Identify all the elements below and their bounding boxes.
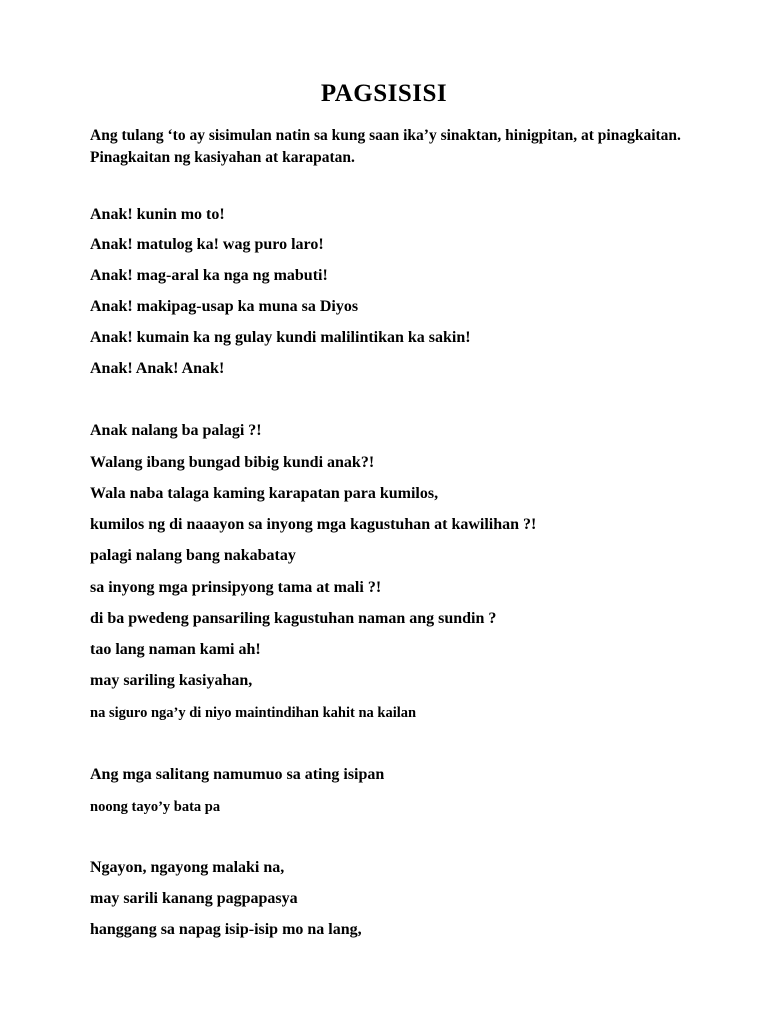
poem-line: Ang mga salitang namumuo sa ating isipan [90, 766, 385, 783]
poem-line: sa inyong mga prinsipyong tama at mali ?! [90, 579, 382, 596]
document-title: PAGSISISI [320, 80, 448, 107]
poem-line: tao lang naman kami ah! [90, 641, 261, 658]
poem-line: Anak! kunin mo to! [90, 206, 225, 223]
poem-line: Anak! makipag-usap ka muna sa Diyos [90, 298, 359, 315]
poem-line: na siguro nga’y di niyo maintindihan kahit na kailan [90, 705, 417, 721]
poem-line: noong tayo’y bata pa [90, 799, 221, 815]
intro-paragraph: Ang tulang ‘to ay sisimulan natin sa kung saan ika’y sinaktan, hinigpitan, at pinagkaitan. Pinagkaitan ng kasiyahan at karapatan. [90, 127, 681, 166]
poem-line: Anak! matulog ka! wag puro laro! [90, 236, 324, 253]
poem-line: hanggang sa napag isip-isip mo na lang, [90, 921, 362, 938]
poem-line: Anak! mag-aral ka nga ng mabuti! [90, 267, 328, 284]
poem-line: Walang ibang bungad bibig kundi anak?! [90, 454, 375, 471]
poem-line: may sariling kasiyahan, [90, 672, 253, 689]
poem-line: di ba pwedeng pansariling kagustuhan naman ang sundin ? [90, 610, 497, 627]
poem-line: Wala naba talaga kaming karapatan para kumilos, [90, 485, 439, 502]
poem-line: Anak nalang ba palagi ?! [90, 422, 262, 439]
poem-line: Anak! Anak! Anak! [90, 360, 225, 377]
poem-line: palagi nalang bang nakabatay [90, 547, 296, 564]
poem-line: Ngayon, ngayong malaki na, [90, 859, 285, 876]
poem-line: may sarili kanang pagpapasya [90, 890, 298, 907]
poem-line: kumilos ng di naaayon sa inyong mga kagustuhan at kawilihan ?! [90, 516, 537, 533]
poem-line: Anak! kumain ka ng gulay kundi malilintikan ka sakin! [90, 329, 471, 346]
